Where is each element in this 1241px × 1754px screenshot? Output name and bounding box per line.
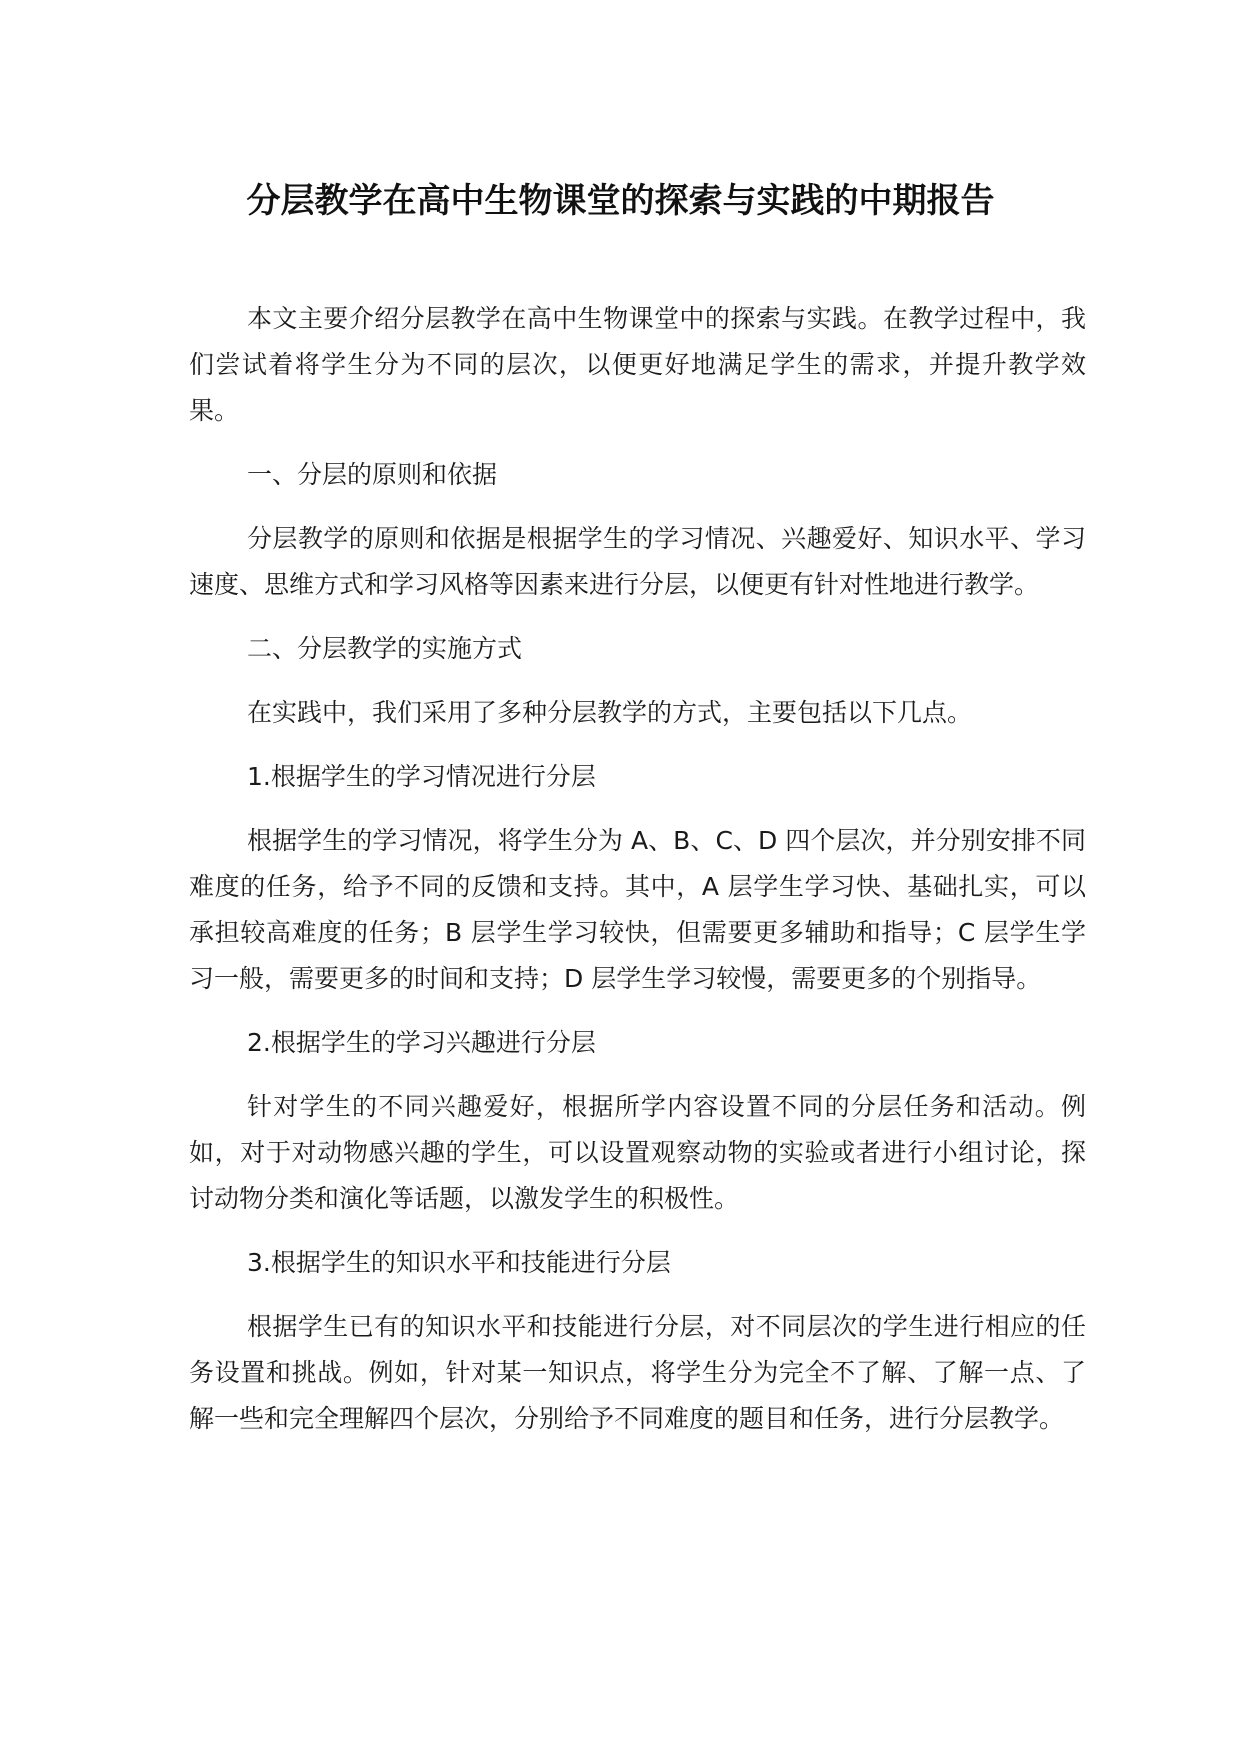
section-heading-1: 一、分层的原则和依据 bbox=[247, 460, 498, 489]
subsection-heading-3: 3.根据学生的知识水平和技能进行分层 bbox=[247, 1248, 671, 1277]
section-2-paragraph: 在实践中，我们采用了多种分层教学的方式，主要包括以下几点。 bbox=[247, 698, 973, 727]
subsection-2-paragraph: 针对学生的不同兴趣爱好，根据所学内容设置不同的分层任务和活动。例如，对于对动物感兴趣的学生，可以设置观察动物的实验或者进行小组讨论，探讨动物分类和演化等话题，以激发学生的积极性。 bbox=[189, 1092, 1086, 1213]
subsection-1-paragraph: 根据学生的学习情况，将学生分为 A、B、C、D 四个层次，并分别安排不同难度的任务，给予不同的反馈和支持。其中，A 层学生学习快、基础扎实，可以承担较高难度的任务；B 层学生学习较快，但需要更多辅助和指导；C 层学生学习一般，需要更多的时间和支持；D 层学生学习较慢，需要更多的个别指导。 bbox=[189, 826, 1086, 993]
subsection-heading-1: 1.根据学生的学习情况进行分层 bbox=[247, 762, 596, 791]
section-heading-2: 二、分层教学的实施方式 bbox=[247, 634, 523, 663]
section-1-paragraph: 分层教学的原则和依据是根据学生的学习情况、兴趣爱好、知识水平、学习速度、思维方式和学习风格等因素来进行分层，以便更有针对性地进行教学。 bbox=[189, 524, 1086, 599]
document-title: 分层教学在高中生物课堂的探索与实践的中期报告 bbox=[246, 181, 995, 221]
intro-paragraph: 本文主要介绍分层教学在高中生物课堂中的探索与实践。在教学过程中，我们尝试着将学生分为不同的层次，以便更好地满足学生的需求，并提升教学效果。 bbox=[189, 304, 1086, 425]
document-body bbox=[189, 296, 1086, 1460]
subsection-3-paragraph: 根据学生已有的知识水平和技能进行分层，对不同层次的学生进行相应的任务设置和挑战。例如，针对某一知识点，将学生分为完全不了解、了解一点、了解一些和完全理解四个层次，分别给予不同难度的题目和任务，进行分层教学。 bbox=[189, 1312, 1086, 1433]
subsection-heading-2: 2.根据学生的学习兴趣进行分层 bbox=[247, 1028, 596, 1057]
